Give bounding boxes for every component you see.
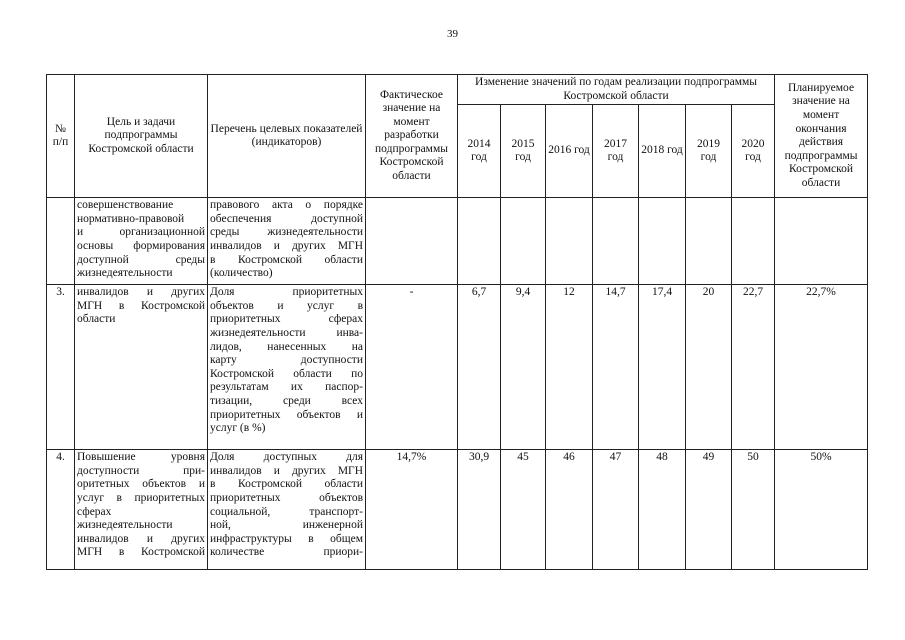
indicator-line: приоритетных объектов и [210,408,363,421]
row-actual: - [366,285,458,450]
row-goal [75,198,208,285]
indicator-line: приоритетных объектов [210,491,363,504]
row-goal [75,450,208,570]
row-value-2017: 47 [593,450,639,570]
goal-line: и организационной [77,226,205,239]
indicator-line: инфраструктуры в общем [210,532,363,545]
goal-line: доступной среды [77,253,205,266]
header-years-group: Изменение значений по годам реализации подпрограммы Костромской области [458,75,775,105]
row-value-2020: 22,7 [732,285,775,450]
row-planned: 22,7% [775,285,868,450]
row-value-2014: 6,7 [458,285,501,450]
indicator-line: ной, инженерной [210,519,363,532]
row-planned [775,198,868,285]
indicator-line: услуг (в %) [210,422,266,435]
row-value-2019 [686,198,732,285]
goal-line: области [77,313,116,326]
goal-line: оритетных объектов и [77,478,205,491]
row-value-2020: 50 [732,450,775,570]
header-year-2017: 2017 год [593,105,639,198]
row-planned: 50% [775,450,868,570]
row-value-2019: 49 [686,450,732,570]
goal-line: инвалидов и других [77,532,205,545]
indicator-line: тизации, среди всех [210,394,363,407]
header-year-2014: 2014 год [458,105,501,198]
indicator-line: карту доступности [210,354,363,367]
row-value-2019: 20 [686,285,732,450]
goal-line: совершенствование [77,199,174,212]
table-row [47,198,868,285]
header-year-2016: 2016 год [546,105,593,198]
indicator-line: объектов и услуг в [210,299,363,312]
header-year-2020: 2020 год [732,105,775,198]
goal-line: услуг в приоритетных [77,491,205,504]
row-actual [366,198,458,285]
indicator-line: в Костромской области [210,253,363,266]
indicator-line: в Костромской области [210,478,363,491]
goal-line: доступности при- [77,464,205,477]
header-actual: Фактическое значение на момент разработки подпрограммы Костромской области [366,75,458,198]
row-indicator [208,285,366,450]
row-value-2015: 9,4 [501,285,546,450]
table-row [47,450,868,570]
indicator-line: (количество) [210,267,273,280]
row-value-2018: 48 [639,450,686,570]
goal-line: сферах [77,505,112,518]
indicator-line: лидов, нанесенных на [210,340,363,353]
indicator-line: социальной, транспорт- [210,505,363,518]
header-goal: Цель и задачи подпрограммы Костромской области [75,75,208,198]
table-row [47,285,868,450]
indicator-line: Доля доступных для [210,451,363,464]
header-year-2015: 2015 год [501,105,546,198]
goal-line: жизнедеятельности [77,267,173,280]
indicator-line: Костромской области по [210,367,363,380]
row-indicator [208,450,366,570]
row-value-2014: 30,9 [458,450,501,570]
indicator-line: инвалидов и других МГН [210,464,363,477]
indicator-line: правового акта о порядке [210,199,363,212]
row-actual: 14,7% [366,450,458,570]
row-goal [75,285,208,450]
row-value-2015: 45 [501,450,546,570]
header-year-2019: 2019 год [686,105,732,198]
indicator-line: приоритетных сферах [210,313,363,326]
row-value-2017 [593,198,639,285]
goal-line: жизнедеятельности [77,519,173,532]
row-indicator [208,198,366,285]
row-num [47,198,75,285]
indicator-line: результатам их паспор- [210,381,363,394]
row-value-2018 [639,198,686,285]
row-num: 3. [47,285,75,450]
header-indicators: Перечень целевых показателей (индикаторов) [208,75,366,198]
header-row-1 [47,75,868,105]
goal-line: МГН в Костромской [77,299,205,312]
row-value-2016: 12 [546,285,593,450]
indicator-line: инвалидов и других МГН [210,239,363,252]
indicators-table [46,74,868,570]
goal-line: МГН в Костромской [77,546,205,559]
goal-line: основы формирования [77,239,205,252]
header-planned: Планируемое значение на момент окончания действия подпрограммы Костромской области [775,75,868,198]
row-value-2016 [546,198,593,285]
indicator-line: среды жизнедеятельности [210,226,363,239]
header-num: № п/п [47,75,75,198]
row-value-2020 [732,198,775,285]
indicator-line: обеспечения доступной [210,212,363,225]
header-year-2018: 2018 год [639,105,686,198]
row-value-2014 [458,198,501,285]
row-num: 4. [47,450,75,570]
goal-line: Повышение уровня [77,451,205,464]
row-value-2016: 46 [546,450,593,570]
goal-line: нормативно-правовой [77,212,185,225]
row-value-2017: 14,7 [593,285,639,450]
row-value-2015 [501,198,546,285]
goal-line: инвалидов и других [77,286,205,299]
indicator-line: Доля приоритетных [210,286,363,299]
indicator-line: количестве приори- [210,546,363,559]
page-number: 39 [447,28,458,40]
indicator-line: жизнедеятельности инва- [210,326,363,339]
row-value-2018: 17,4 [639,285,686,450]
